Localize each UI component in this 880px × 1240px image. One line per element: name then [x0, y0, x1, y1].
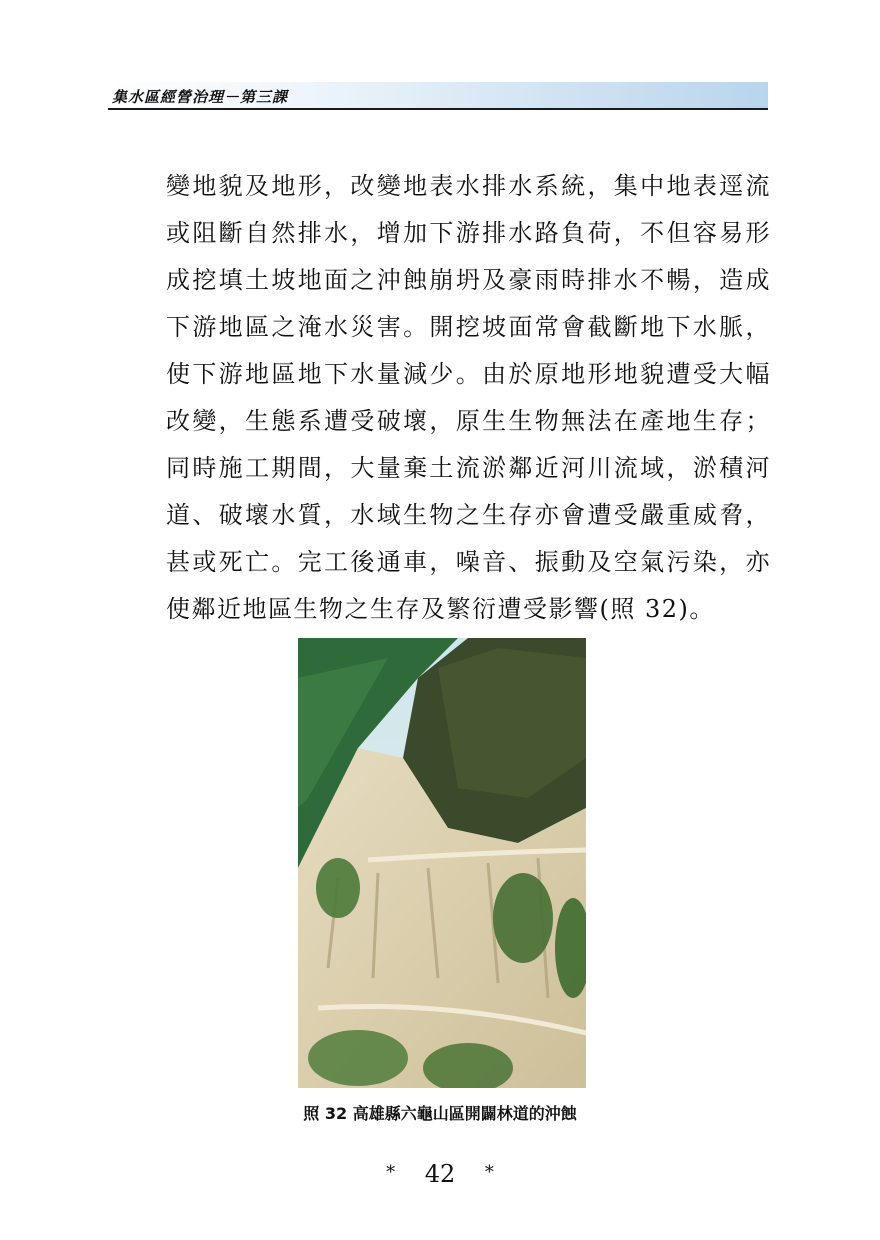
running-header — [108, 82, 768, 110]
page-number: 42 — [424, 1160, 456, 1188]
figure-caption: 照 32 高雄縣六龜山區開闢林道的沖蝕 — [303, 1104, 577, 1123]
footer-star-left: * — [386, 1162, 396, 1183]
page-footer — [0, 1160, 880, 1188]
erosion-photo — [298, 638, 586, 1088]
body-paragraph: 變地貌及地形，改變地表水排水系統，集中地表逕流或阻斷自然排水，增加下游排水路負荷，不但容易形成挖填土坡地面之沖蝕崩坍及豪雨時排水不暢，造成下游地區之淹水災害。開挖坡面常會截斷地下水脈，使下游地區地下水量減少。由於原地形地貌遭受大幅改變，生態系遭受破壞，原生生物無法在產地生存；同時施工期間，大量棄土流淤鄰近河川流域，淤積河道、破壞水質，水域生物之生存亦會遭受嚴重威脅，甚或死亡。完工後通車，噪音、振動及空氣污染，亦使鄰近地區生物之生存及繁衍遭受影響(照 32)。 — [166, 172, 771, 623]
photo-illustration — [298, 638, 586, 1088]
footer-star-right: * — [484, 1162, 494, 1183]
header-title: 集水區經營治理－第三課 — [112, 88, 289, 106]
